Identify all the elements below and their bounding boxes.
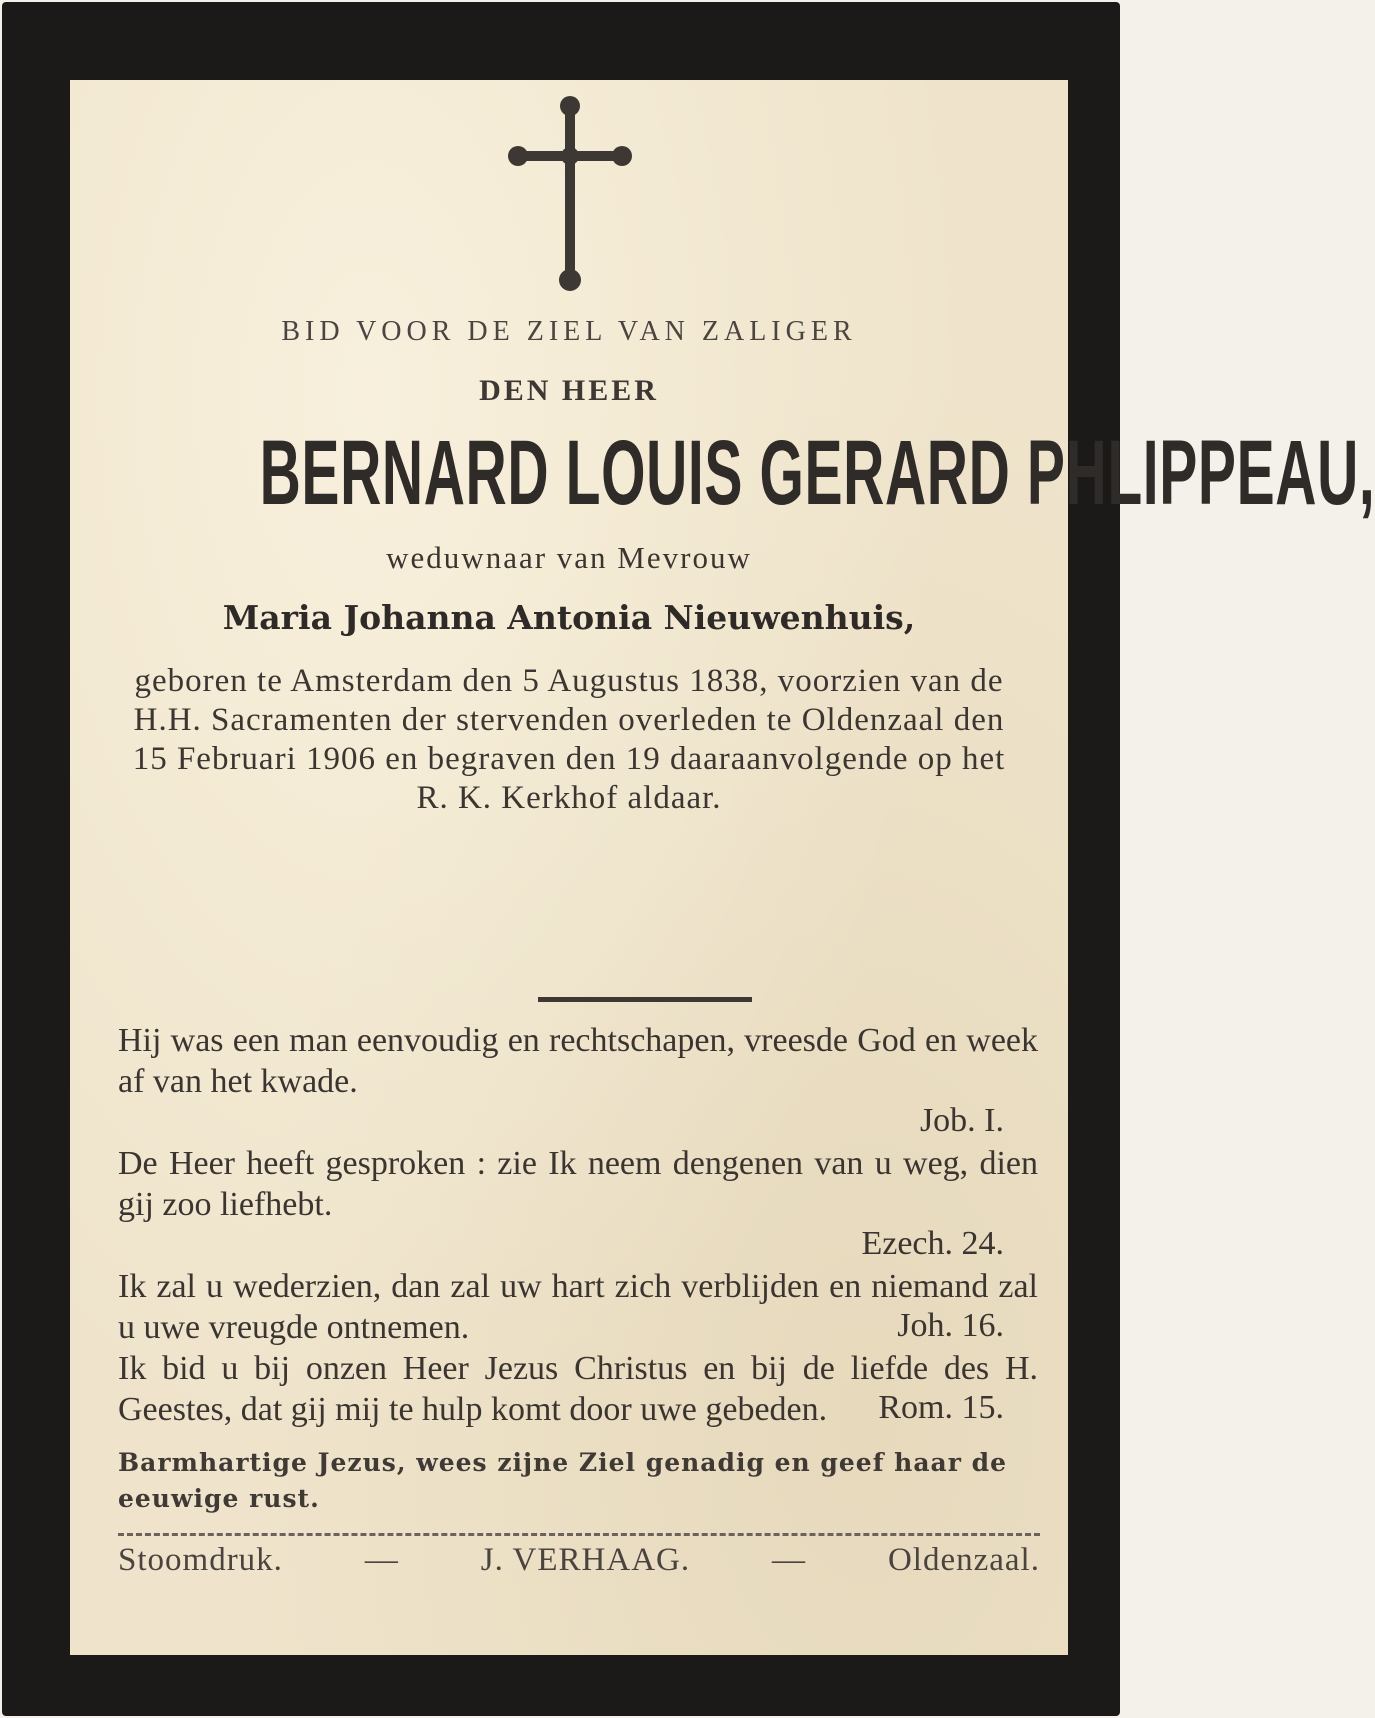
verse-text: Ik zal u wederzien, dan zal uw hart zich verblijden en niemand zal u uwe vreugde ontnemen. <box>118 1268 1038 1346</box>
cross-icon <box>510 96 630 296</box>
dashed-divider <box>118 1533 1040 1536</box>
wife-name: Maria Johanna Antonia Nieuwenhuis, <box>222 598 916 637</box>
verse-text: Ik bid u bij onzen Heer Jezus Christus en bij de liefde des H. Geestes, dat gij mij te hulp komt door uwe gebeden. <box>118 1350 1038 1428</box>
printer-type: Stoomdruk. <box>118 1542 283 1578</box>
imprint-separator: — <box>772 1542 807 1578</box>
honorific-title: DEN HEER <box>479 374 659 407</box>
divider-rule <box>538 997 752 1002</box>
deceased-name: BERNARD LOUIS GERARD PHLIPPEAU, <box>259 422 1375 524</box>
imprint-separator: — <box>364 1542 399 1578</box>
prayer-line: BID VOOR DE ZIEL VAN ZALIGER <box>281 316 857 347</box>
mourning-card <box>2 2 1375 1716</box>
card-paper <box>70 80 1375 1655</box>
verse-reference: Joh. 16. <box>897 1307 1004 1344</box>
verse-reference: Rom. 15. <box>878 1389 1004 1426</box>
printer-name: J. VERHAAG. <box>480 1542 691 1578</box>
verse-text: Hij was een man eenvoudig en rechtschapen, vreesde God en week af van het kwade. <box>118 1022 1038 1100</box>
verse-reference: Ezech. 24. <box>861 1225 1004 1262</box>
closing-prayer: Barmhartige Jezus, wees zijne Ziel genadig en geef haar de eeuwige rust. <box>118 1448 1008 1513</box>
verse-text: De Heer heeft gesproken : zie Ik neem dengenen van u weg, dien gij zoo liefhebt. <box>118 1145 1038 1223</box>
widower-line: weduwnaar van Mevrouw <box>386 540 752 575</box>
printer-imprint <box>118 1542 1040 1579</box>
verse-reference: Job. I. <box>919 1102 1004 1139</box>
printer-city: Oldenzaal. <box>887 1542 1040 1578</box>
biography-text: geboren te Amsterdam den 5 Augustus 1838, voorzien van de H.H. Sacramenten der stervenden overleden te Oldenzaal den 15 Februari 1906 en begraven den 19 daaraanvolgende op het R. K. Kerkhof aldaar. <box>132 663 1006 816</box>
